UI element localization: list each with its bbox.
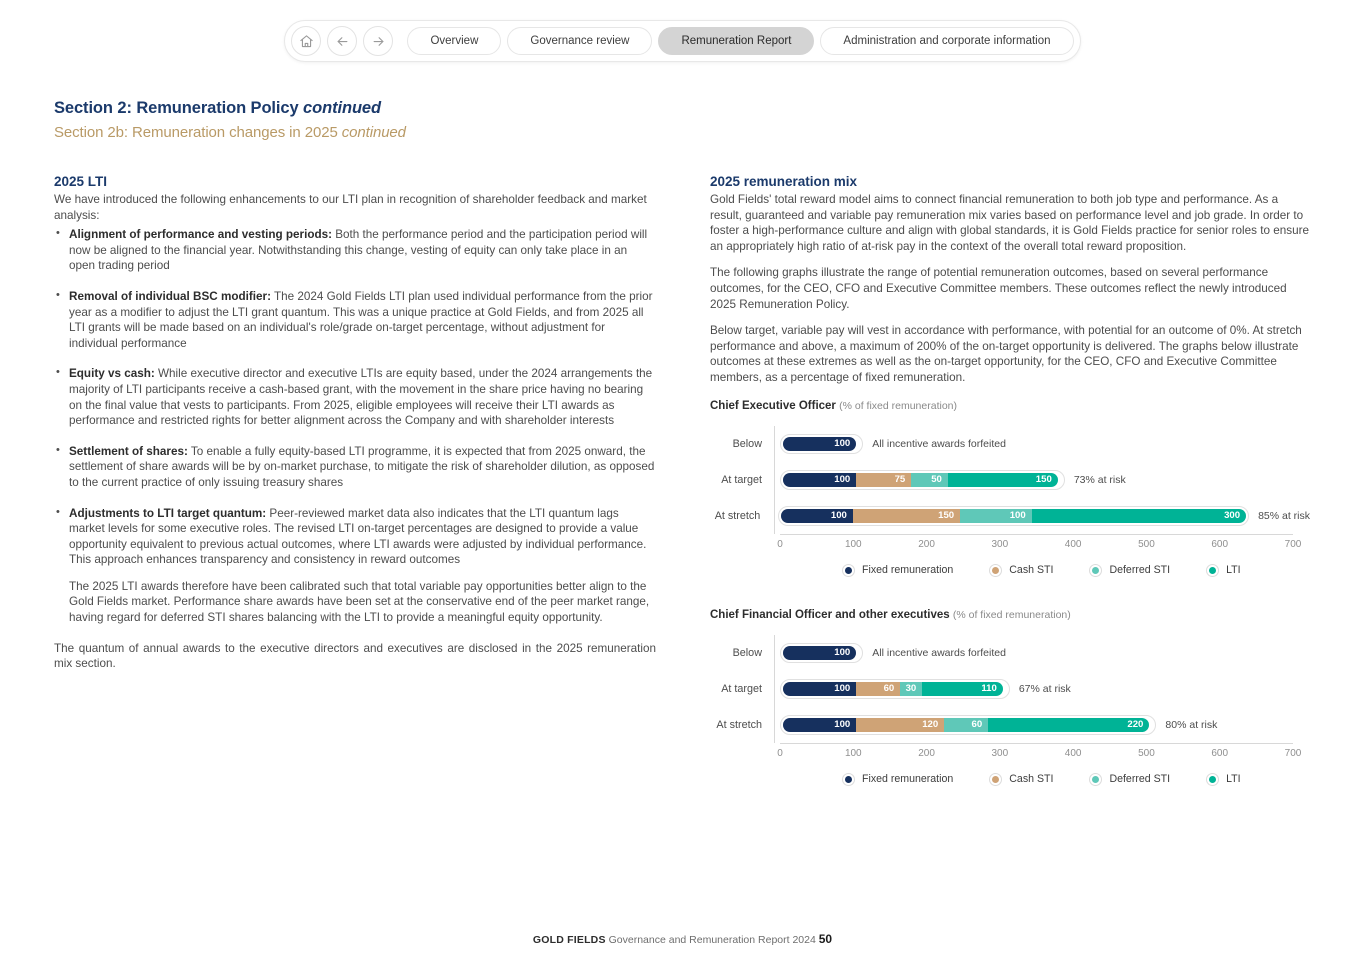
chart-bar-row <box>710 635 1310 671</box>
chart-stacked-bar <box>780 679 1010 699</box>
bullet-lead: Removal of individual BSC modifier: <box>69 289 271 303</box>
legend-item-cash-sti <box>989 773 1053 786</box>
legend-item-lti <box>1206 564 1241 577</box>
right-paragraph-2: The following graphs illustrate the range of potential remuneration outcomes, based on several performance outcomes, for the CEO, CFO and Executive Committee members. These outcomes reflect the newly introduced 2025 Remuneration Policy. <box>710 266 1287 311</box>
chart-x-tick: 700 <box>1284 538 1302 550</box>
legend-swatch-icon <box>989 564 1002 577</box>
chart-stacked-bar <box>780 643 863 663</box>
tab-administration-and-corporate-information[interactable]: Administration and corporate information <box>820 27 1073 56</box>
chart-x-tick: 400 <box>1064 538 1082 550</box>
chart-legend <box>842 564 1310 577</box>
chart-plot-area <box>710 426 1310 577</box>
chart-bar-row <box>710 462 1310 498</box>
top-navigation <box>0 20 1365 62</box>
bullet-text: Peer-reviewed market data also indicates that the LTI quantum lags market levels for some executive roles. The revised LTI on-target percentages are designed to provide a value opportunity equivalent to previous actual outcomes, where LTI awards were adjusted by individual performance. This approach enhances transparency and consistency in reward outcomes <box>69 506 647 567</box>
legend-label: Cash STI <box>1009 564 1054 577</box>
chart-chief-executive-officer <box>710 400 1310 577</box>
chart-title <box>710 609 1310 621</box>
bullet-text: The 2024 Gold Fields LTI plan used individual performance from the prior year as a modifier to adjust the LTI grant quantum. This was a unique practice at Gold Fields, and from 2025 all LTI grants will be made based on an individual's role/grade on-target percentage, without adjustment for individual performance <box>69 289 653 350</box>
arrow-left-icon[interactable] <box>327 26 357 56</box>
chart-bar-segment-fixed-remuneration: 100 <box>783 437 856 451</box>
chart-title-text: Chief Executive Officer <box>710 399 836 412</box>
chart-bar-rows <box>710 635 1310 743</box>
chart-stacked-bar <box>780 715 1156 735</box>
legend-item-fixed-remuneration <box>842 564 953 577</box>
chart-x-tick: 0 <box>777 538 783 550</box>
chart-x-tick: 700 <box>1284 747 1302 759</box>
chart-bar-segment-cash-sti: 120 <box>856 718 944 732</box>
chart-x-tick: 0 <box>777 747 783 759</box>
chart-x-tick: 200 <box>918 538 935 550</box>
chart-bar-segment-deferred-sti: 30 <box>900 682 922 696</box>
chart-bar-segment-deferred-sti: 50 <box>911 473 948 487</box>
chart-row-label: At target <box>721 473 762 486</box>
chart-bar-segment-fixed-remuneration: 100 <box>783 473 856 487</box>
chart-row-label: Below <box>732 437 762 450</box>
chart-x-tick: 600 <box>1211 747 1229 759</box>
legend-label: LTI <box>1226 773 1241 786</box>
chart-bar-row <box>710 498 1310 534</box>
legend-label: Deferred STI <box>1109 773 1171 786</box>
legend-label: Deferred STI <box>1109 564 1171 577</box>
list-item <box>54 227 656 274</box>
legend-label: Fixed remuneration <box>862 773 954 786</box>
chart-bar-segment-fixed-remuneration: 100 <box>783 646 856 660</box>
chart-subtitle-text: (% of fixed remuneration) <box>839 399 957 412</box>
chart-bar-segment-cash-sti: 75 <box>856 473 911 487</box>
chart-bar-segment-cash-sti: 150 <box>853 509 960 523</box>
bullet-lead: Settlement of shares: <box>69 444 188 458</box>
legend-item-deferred-sti <box>1089 564 1170 577</box>
chart-bar-segment-cash-sti: 60 <box>856 682 900 696</box>
tab-overview[interactable]: Overview <box>407 27 501 56</box>
legend-label: Cash STI <box>1009 773 1054 786</box>
chart-x-tick: 100 <box>844 747 862 759</box>
left-intro-paragraph: We have introduced the following enhancements to our LTI plan in recognition of shareholder feedback and market analysis: <box>54 193 647 222</box>
chart-x-tick: 600 <box>1211 538 1229 550</box>
arrow-right-icon[interactable] <box>363 26 393 56</box>
chart-bar-segment-lti: 150 <box>948 473 1058 487</box>
chart-bar-segment-deferred-sti: 100 <box>960 509 1032 523</box>
legend-swatch-icon <box>1089 564 1102 577</box>
tab-governance-review[interactable]: Governance review <box>507 27 652 56</box>
right-paragraph-3: Below target, variable pay will vest in accordance with performance, with potential for an outcome of 0%. At stretch performance and above, a maximum of 200% of the on-target opportunity is delivered. The graphs below illustrate outcomes at these extremes as well as the on-target opportunity, for the CEO, CFO and Executive Committee members, as a percentage of fixed remuneration. <box>710 324 1302 384</box>
chart-bar-row <box>710 707 1310 743</box>
left-closing-paragraph: The quantum of annual awards to the executive directors and executives are disclosed in the 2025 remuneration mix section. <box>54 641 656 671</box>
list-item <box>54 506 656 568</box>
bullet-lead: Equity vs cash: <box>69 367 155 381</box>
legend-item-lti <box>1206 773 1241 786</box>
list-item <box>54 366 656 428</box>
chart-stacked-bar <box>778 506 1249 526</box>
chart-x-axis <box>777 534 1302 554</box>
chart-bar-segment-deferred-sti: 60 <box>944 718 988 732</box>
right-section-title: 2025 remuneration mix <box>710 174 858 189</box>
chart-subtitle-text: (% of fixed remuneration) <box>952 608 1071 621</box>
chart-bar-segment-fixed-remuneration: 100 <box>781 509 853 523</box>
right-column <box>710 174 1310 786</box>
chart-bar-segment-fixed-remuneration: 100 <box>783 682 856 696</box>
chart-bar-row <box>710 671 1310 707</box>
page-subtitle <box>54 124 406 141</box>
chart-row-note: All incentive awards forfeited <box>872 437 1006 450</box>
chart-title <box>710 400 1310 412</box>
chart-stacked-bar <box>780 470 1065 490</box>
chart-bar-row <box>710 426 1310 462</box>
chart-plot-area <box>710 635 1310 786</box>
list-item <box>54 289 656 351</box>
legend-swatch-icon <box>989 773 1002 786</box>
bullet-lead: Alignment of performance and vesting periods: <box>69 228 333 242</box>
chart-stacked-bar <box>780 434 863 454</box>
right-paragraph-1: Gold Fields' total reward model aims to connect financial remuneration to both job type and performance. As a result, guaranteed and variable pay remuneration mix varies based on performance level and job grade. In order to foster a high-performance culture and align with global standards, it is Gold Fields practice for senior roles to ensure an appropriately high ratio of at-risk pay in the context of the overall total reward proposition. <box>710 193 1309 253</box>
legend-item-fixed-remuneration <box>842 773 953 786</box>
chart-row-note: 85% at risk <box>1258 509 1310 522</box>
footer-brand: GOLD FIELDS <box>532 934 606 946</box>
legend-swatch-icon <box>1206 564 1219 577</box>
chart-row-label: At stretch <box>714 509 761 522</box>
chart-x-tick: 300 <box>991 747 1009 759</box>
page-subtitle-continued: continued <box>341 124 406 141</box>
chart-chief-financial-officer <box>710 609 1310 786</box>
left-section-title: 2025 LTI <box>54 174 108 189</box>
chart-row-label: At target <box>721 682 762 695</box>
chart-bar-segment-lti: 300 <box>1032 509 1246 523</box>
bullet-text: To enable a fully equity-based LTI programme, it is expected that from 2025 onward, the settlement of share awards will be by on-market purchase, to mitigate the risk of shareholder dilution, as opposed to the current practice of only issuing treasury shares <box>69 444 655 489</box>
left-column <box>54 174 656 683</box>
bullet-text: Both the performance period and the participation period will now be aligned to the financial year. Notwithstanding this change, vesting of equity can only take place in an open trading period <box>69 228 648 273</box>
legend-label: Fixed remuneration <box>862 564 954 577</box>
legend-swatch-icon <box>1089 773 1102 786</box>
chart-row-note: 67% at risk <box>1018 682 1071 695</box>
page-subtitle-main: Section 2b: Remuneration changes in 2025 <box>54 124 342 141</box>
chart-x-tick: 300 <box>991 538 1009 550</box>
footer-page-number: 50 <box>818 932 833 946</box>
page-heading-block <box>54 99 406 141</box>
legend-item-cash-sti <box>989 564 1053 577</box>
bullet-text: While executive director and executive LTIs are equity based, under the 2024 arrangements the majority of LTI participants receive a cash-based grant, with the movement in the share price having no bearing on the final value that vests to participants. From 2025, eligible employees will receive their LTI awards as performance and restricted rights for better alignment across the Company and with shareholder interests <box>69 367 653 428</box>
footer-text: Governance and Remuneration Report 2024 <box>605 934 819 946</box>
chart-bar-rows <box>710 426 1310 534</box>
chart-title-text: Chief Financial Officer and other executives <box>710 608 950 621</box>
chart-row-label: Below <box>732 646 762 659</box>
lti-enhancements-list <box>54 227 656 568</box>
page-title <box>54 99 406 118</box>
nav-bar <box>284 20 1080 62</box>
chart-x-axis <box>777 743 1302 763</box>
page-title-main: Section 2: Remuneration Policy <box>54 99 304 117</box>
legend-item-deferred-sti <box>1089 773 1170 786</box>
chart-bar-segment-lti: 110 <box>922 682 1003 696</box>
left-closing-indented-paragraph: The 2025 LTI awards therefore have been calibrated such that total variable pay opportunities better align to the Gold Fields market. Performance share awards have been set at the conservative end of the peer market range, having regard for deferred STI shares balancing with the LTI to provide a meaningful equity opportunity. <box>69 579 650 625</box>
legend-swatch-icon <box>842 564 855 577</box>
chart-legend <box>842 773 1310 786</box>
chart-x-tick: 400 <box>1064 747 1082 759</box>
tab-remuneration-report[interactable]: Remuneration Report <box>658 27 814 56</box>
chart-bar-segment-lti: 220 <box>988 718 1149 732</box>
home-icon[interactable] <box>291 26 321 56</box>
legend-swatch-icon <box>1206 773 1219 786</box>
page-footer <box>0 932 1365 946</box>
bullet-lead: Adjustments to LTI target quantum: <box>69 506 267 520</box>
chart-bar-segment-fixed-remuneration: 100 <box>783 718 856 732</box>
page-title-continued: continued <box>303 99 381 117</box>
chart-row-note: 73% at risk <box>1073 473 1126 486</box>
chart-x-tick: 500 <box>1138 538 1155 550</box>
chart-x-tick: 500 <box>1138 747 1155 759</box>
legend-swatch-icon <box>842 773 855 786</box>
chart-row-note: 80% at risk <box>1165 718 1218 731</box>
legend-label: LTI <box>1226 564 1241 577</box>
chart-row-note: All incentive awards forfeited <box>872 646 1006 659</box>
list-item <box>54 444 656 491</box>
chart-x-tick: 200 <box>918 747 935 759</box>
chart-x-tick: 100 <box>844 538 862 550</box>
chart-row-label: At stretch <box>716 718 762 731</box>
